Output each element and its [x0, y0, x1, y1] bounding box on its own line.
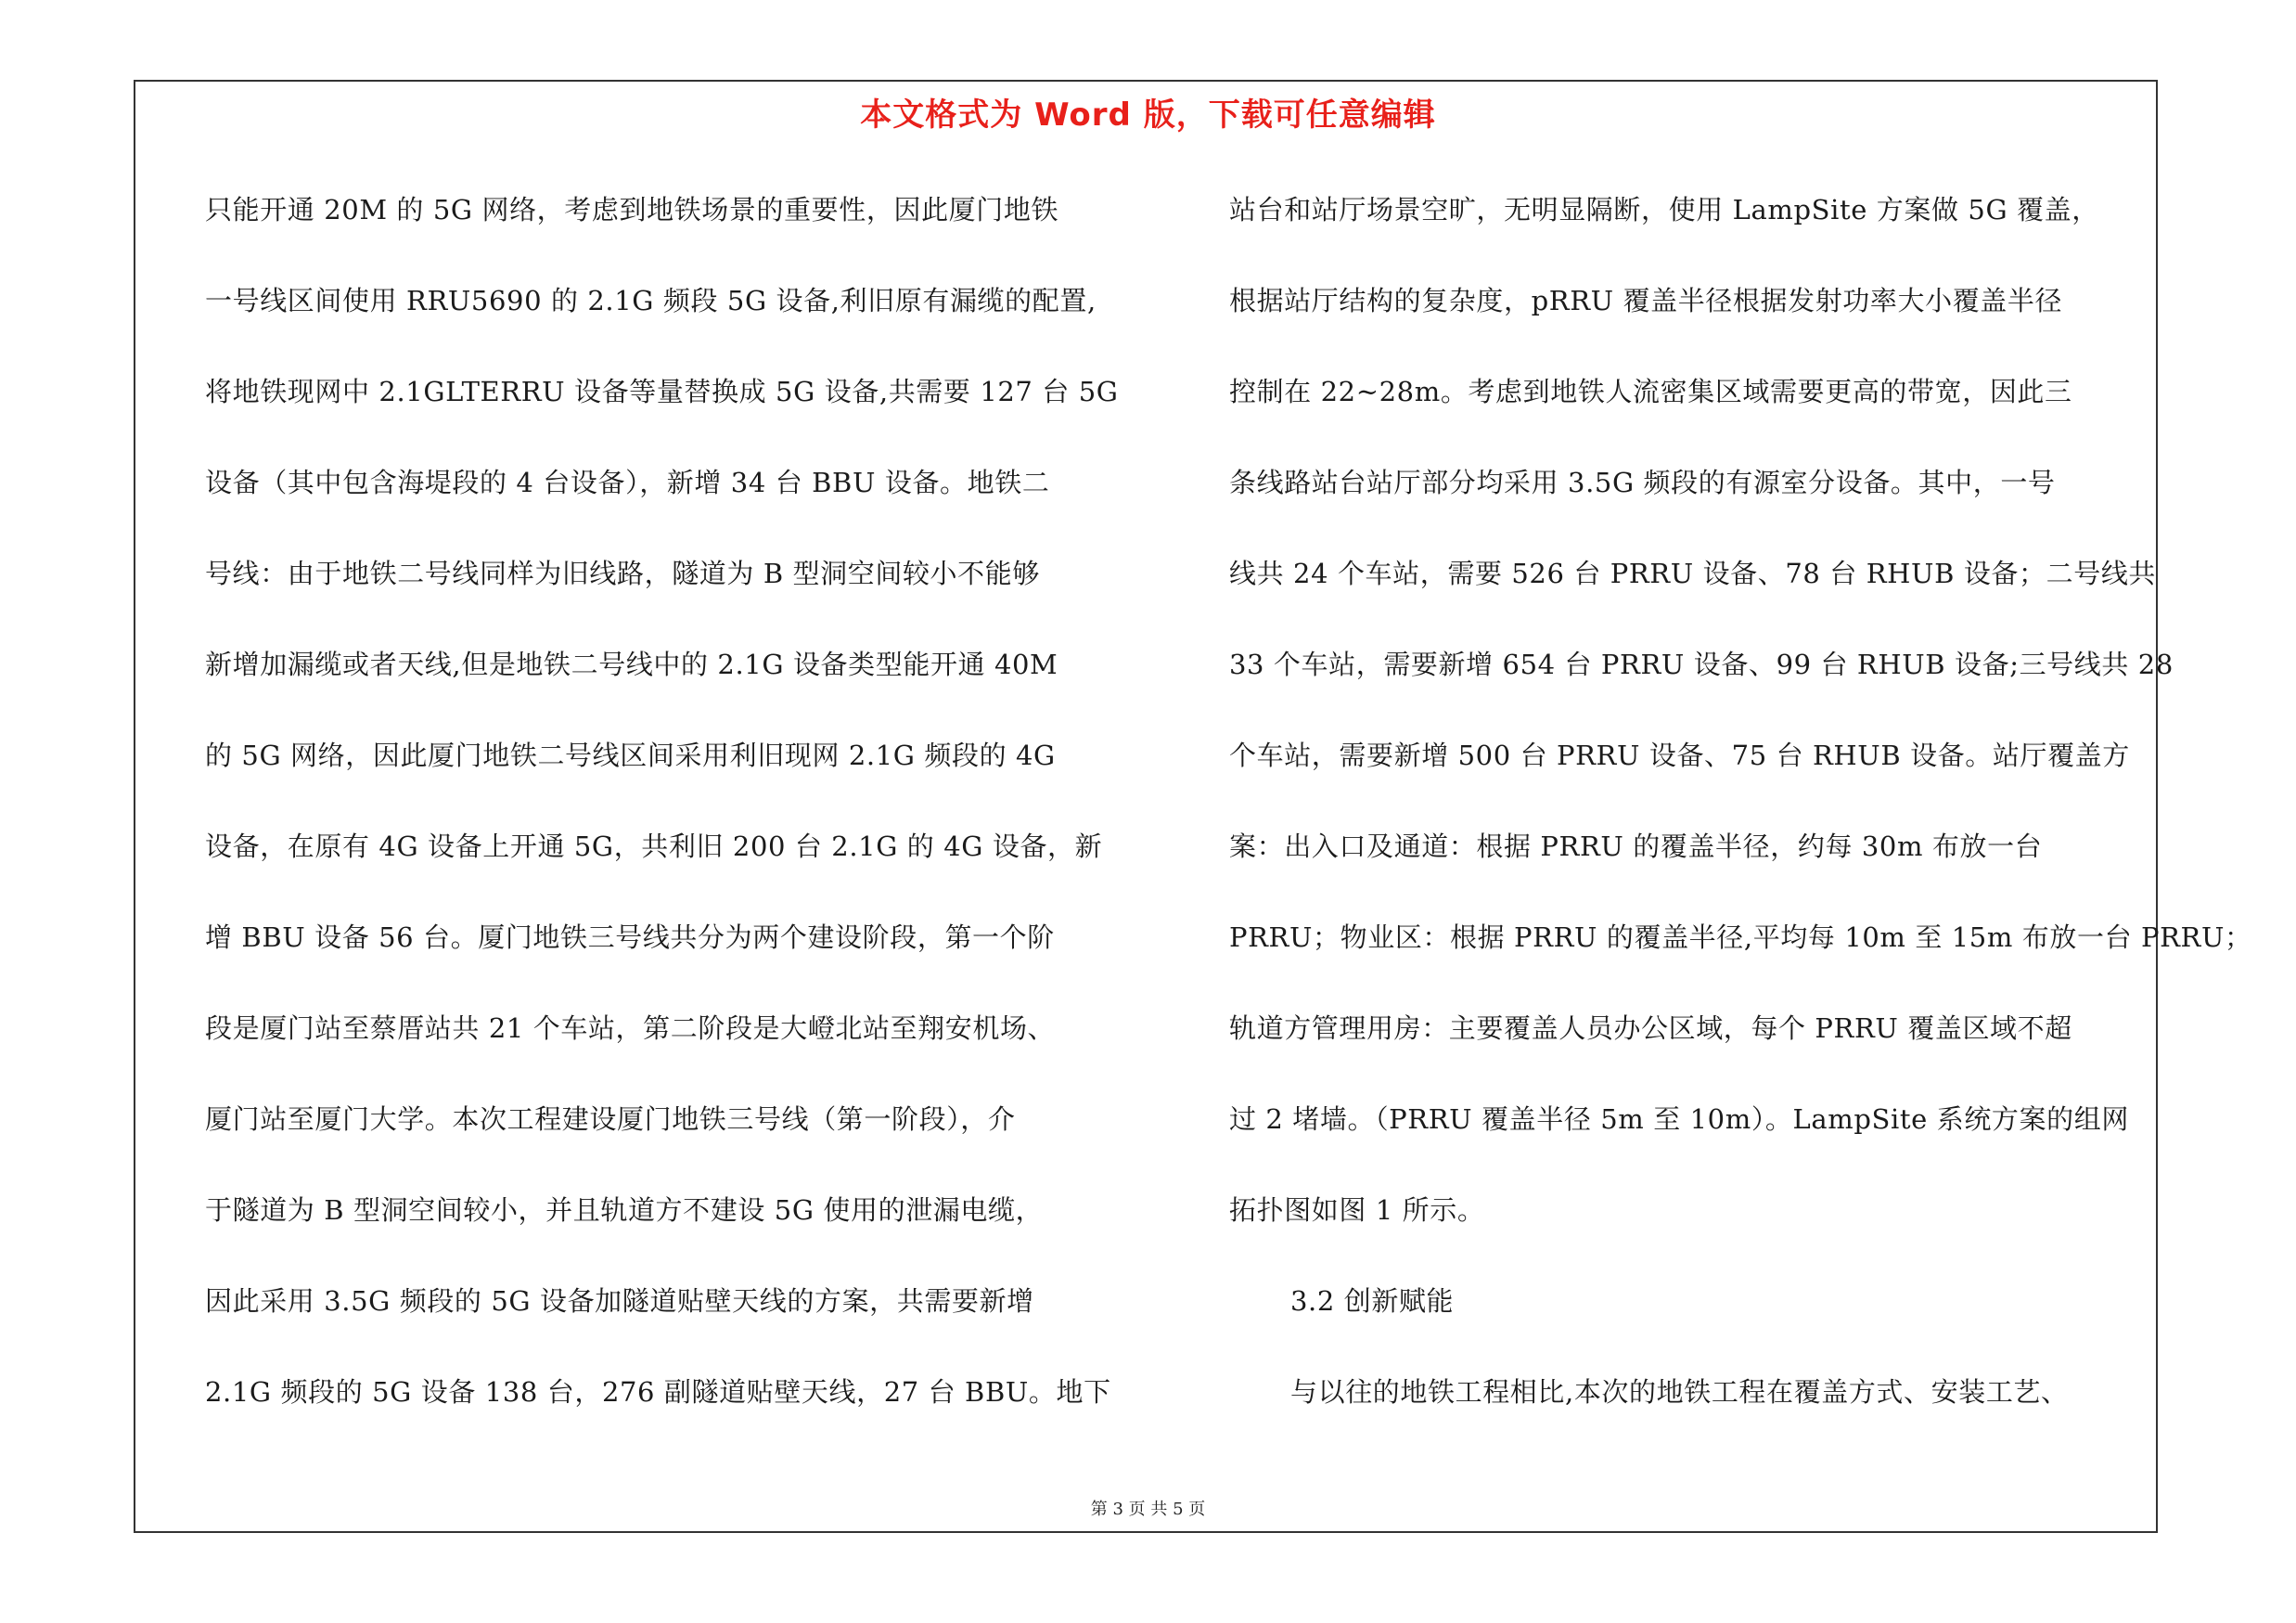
left-text-column: [205, 187, 1179, 1460]
text-line: 根据站厅结构的复杂度，pRRU 覆盖半径根据发射功率大小覆盖半径: [1229, 285, 2063, 316]
text-line: 案：出入口及通道：根据 PRRU 的覆盖半径，约每 30m 布放一台: [1229, 831, 2043, 862]
text-line: 因此采用 3.5G 频段的 5G 设备加隧道贴壁天线的方案，共需要新增: [205, 1285, 1034, 1317]
page-number: 第 3 页 共 5 页: [1090, 1500, 1206, 1519]
text-line: 个车站，需要新增 500 台 PRRU 设备、75 台 RHUB 设备。站厅覆盖方: [1229, 740, 2130, 771]
text-line: 号线：由于地铁二号线同样为旧线路，隧道为 B 型洞空间较小不能够: [205, 558, 1040, 589]
right-text-column: [1229, 187, 2252, 1460]
text-line: 拓扑图如图 1 所示。: [1229, 1194, 1485, 1226]
text-line: 于隧道为 B 型洞空间较小，并且轨道方不建设 5G 使用的泄漏电缆，: [205, 1194, 1044, 1226]
text-line: 只能开通 20M 的 5G 网络，考虑到地铁场景的重要性，因此厦门地铁: [205, 194, 1059, 225]
text-line: 轨道方管理用房：主要覆盖人员办公区域，每个 PRRU 覆盖区域不超: [1229, 1012, 2072, 1044]
text-line: 33 个车站，需要新增 654 台 PRRU 设备、99 台 RHUB 设备;三号线共 28: [1229, 649, 2174, 680]
text-line: 将地铁现网中 2.1GLTERRU 设备等量替换成 5G 设备,共需要 127 台 5G: [205, 376, 1119, 407]
text-line: 线共 24 个车站，需要 526 台 PRRU 设备、78 台 RHUB 设备；二号线共: [1229, 558, 2157, 589]
text-line: 过 2 堵墙。（PRRU 覆盖半径 5m 至 10m）。LampSite 系统方案的组网: [1229, 1103, 2129, 1135]
text-line: 设备，在原有 4G 设备上开通 5G，共利旧 200 台 2.1G 的 4G 设备，新: [205, 831, 1103, 862]
text-line: 的 5G 网络，因此厦门地铁二号线区间采用利旧现网 2.1G 频段的 4G: [205, 740, 1056, 771]
text-line: 条线路站台站厅部分均采用 3.5G 频段的有源室分设备。其中，一号: [1229, 467, 2056, 498]
text-line: 站台和站厅场景空旷，无明显隔断，使用 LampSite 方案做 5G 覆盖，: [1229, 194, 2099, 225]
text-line: 控制在 22~28m。考虑到地铁人流密集区域需要更高的带宽，因此三: [1229, 376, 2072, 407]
text-line: PRRU；物业区：根据 PRRU 的覆盖半径,平均每 10m 至 15m 布放一台 PRRU；: [1229, 921, 2252, 953]
text-line: 一号线区间使用 RRU5690 的 2.1G 频段 5G 设备,利旧原有漏缆的配置,: [205, 285, 1097, 316]
text-line: 段是厦门站至蔡厝站共 21 个车站，第二阶段是大嶝北站至翔安机场、: [205, 1012, 1056, 1044]
format-notice-banner: 本文格式为 Word 版，下载可任意编辑: [860, 97, 1436, 134]
text-line: 与以往的地铁工程相比,本次的地铁工程在覆盖方式、安装工艺、: [1290, 1376, 2069, 1408]
text-line: 2.1G 频段的 5G 设备 138 台，276 副隧道贴壁天线，27 台 BBU。地下: [205, 1376, 1111, 1408]
text-line: 厦门站至厦门大学。本次工程建设厦门地铁三号线（第一阶段），介: [205, 1103, 1016, 1135]
text-line: 增 BBU 设备 56 台。厦门地铁三号线共分为两个建设阶段，第一个阶: [205, 921, 1055, 953]
text-line: 设备（其中包含海堤段的 4 台设备），新增 34 台 BBU 设备。地铁二: [205, 467, 1050, 498]
section-heading: 3.2 创新赋能: [1290, 1285, 1455, 1317]
text-line: 新增加漏缆或者天线,但是地铁二号线中的 2.1G 设备类型能开通 40M: [205, 649, 1058, 680]
